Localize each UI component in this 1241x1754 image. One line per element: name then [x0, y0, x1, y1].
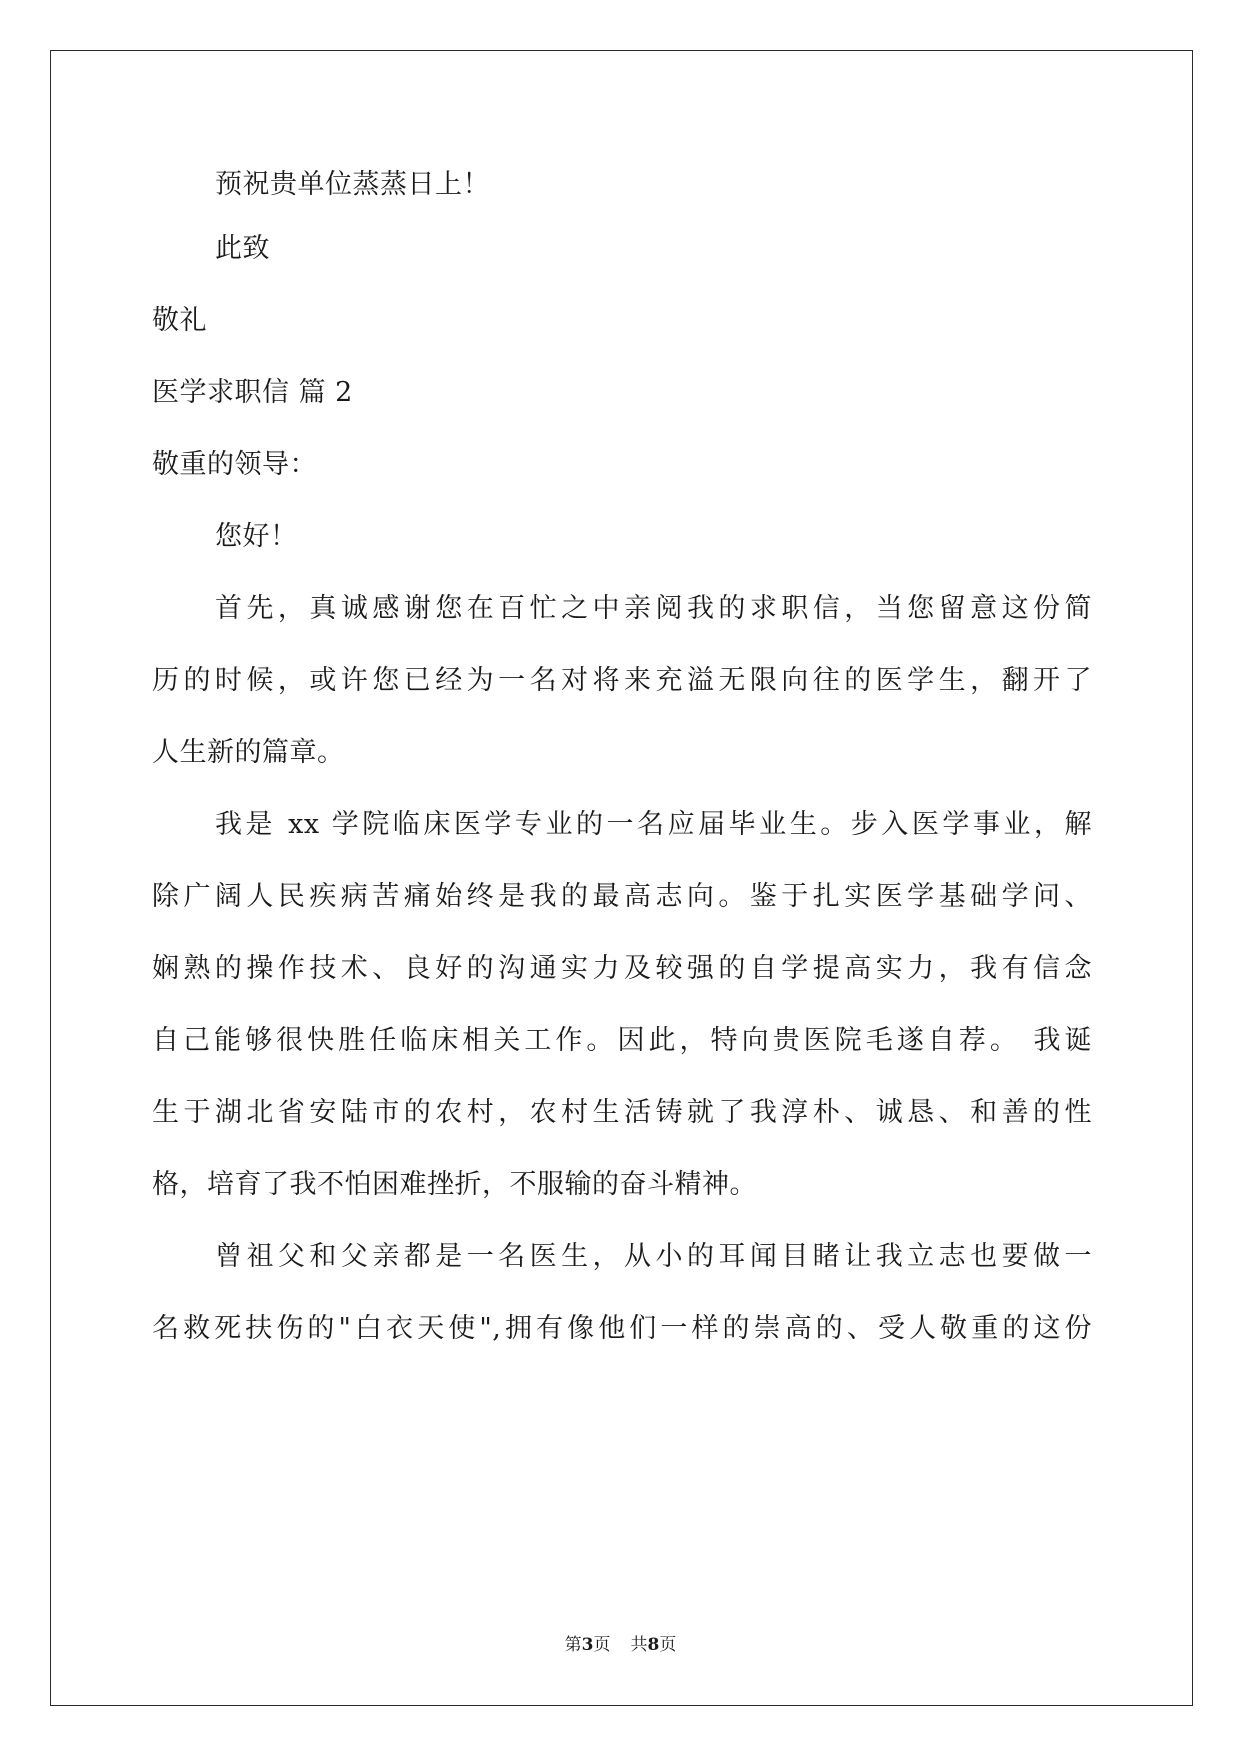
paragraph-line: 曾祖父和父亲都是一名医生，从小的耳闻目睹让我立志也要做一	[215, 1241, 1092, 1272]
closing-cizhi: 此致	[215, 233, 270, 264]
paragraph-line: 生于湖北省安陆市的农村，农村生活铸就了我淳朴、诚恳、和善的性	[152, 1097, 1092, 1128]
section-heading: 医学求职信 篇 2	[152, 377, 353, 408]
footer-total-suffix: 页	[659, 1635, 677, 1655]
paragraph-line: 我是 xx 学院临床医学专业的一名应届毕业生。步入医学事业，解	[215, 809, 1092, 840]
paragraph-line: 除广阔人民疾病苦痛始终是我的最高志向。鉴于扎实医学基础学问、	[152, 881, 1092, 912]
closing-wish: 预祝贵单位蒸蒸日上！	[215, 169, 490, 200]
paragraph-line: 首先，真诚感谢您在百忙之中亲阅我的求职信，当您留意这份简	[215, 593, 1092, 624]
paragraph-line: 格，培育了我不怕困难挫折，不服输的奋斗精神。	[152, 1169, 757, 1200]
paragraph-line: 历的时候，或许您已经为一名对将来充溢无限向往的医学生，翻开了	[152, 665, 1092, 696]
salutation: 敬重的领导：	[152, 449, 317, 480]
footer-total-prefix: 共	[630, 1635, 648, 1655]
footer-page-total: 8	[647, 1635, 660, 1655]
page-frame	[50, 50, 1193, 1706]
closing-jingli: 敬礼	[152, 305, 207, 336]
footer-page-suffix: 页	[593, 1635, 611, 1655]
paragraph-line: 自己能够很快胜任临床相关工作。因此，特向贵医院毛遂自荐。 我诞	[152, 1025, 1092, 1056]
greeting: 您好！	[215, 521, 298, 552]
paragraph-line: 人生新的篇章。	[152, 737, 345, 768]
page-footer	[0, 1634, 1241, 1656]
paragraph-line: 娴熟的操作技术、良好的沟通实力及较强的自学提高实力，我有信念	[152, 953, 1092, 984]
paragraph-line: 名救死扶伤的"白衣天使",拥有像他们一样的崇高的、受人敬重的这份	[152, 1313, 1092, 1344]
footer-page-prefix: 第	[564, 1635, 582, 1655]
footer-page-current: 3	[581, 1635, 594, 1655]
